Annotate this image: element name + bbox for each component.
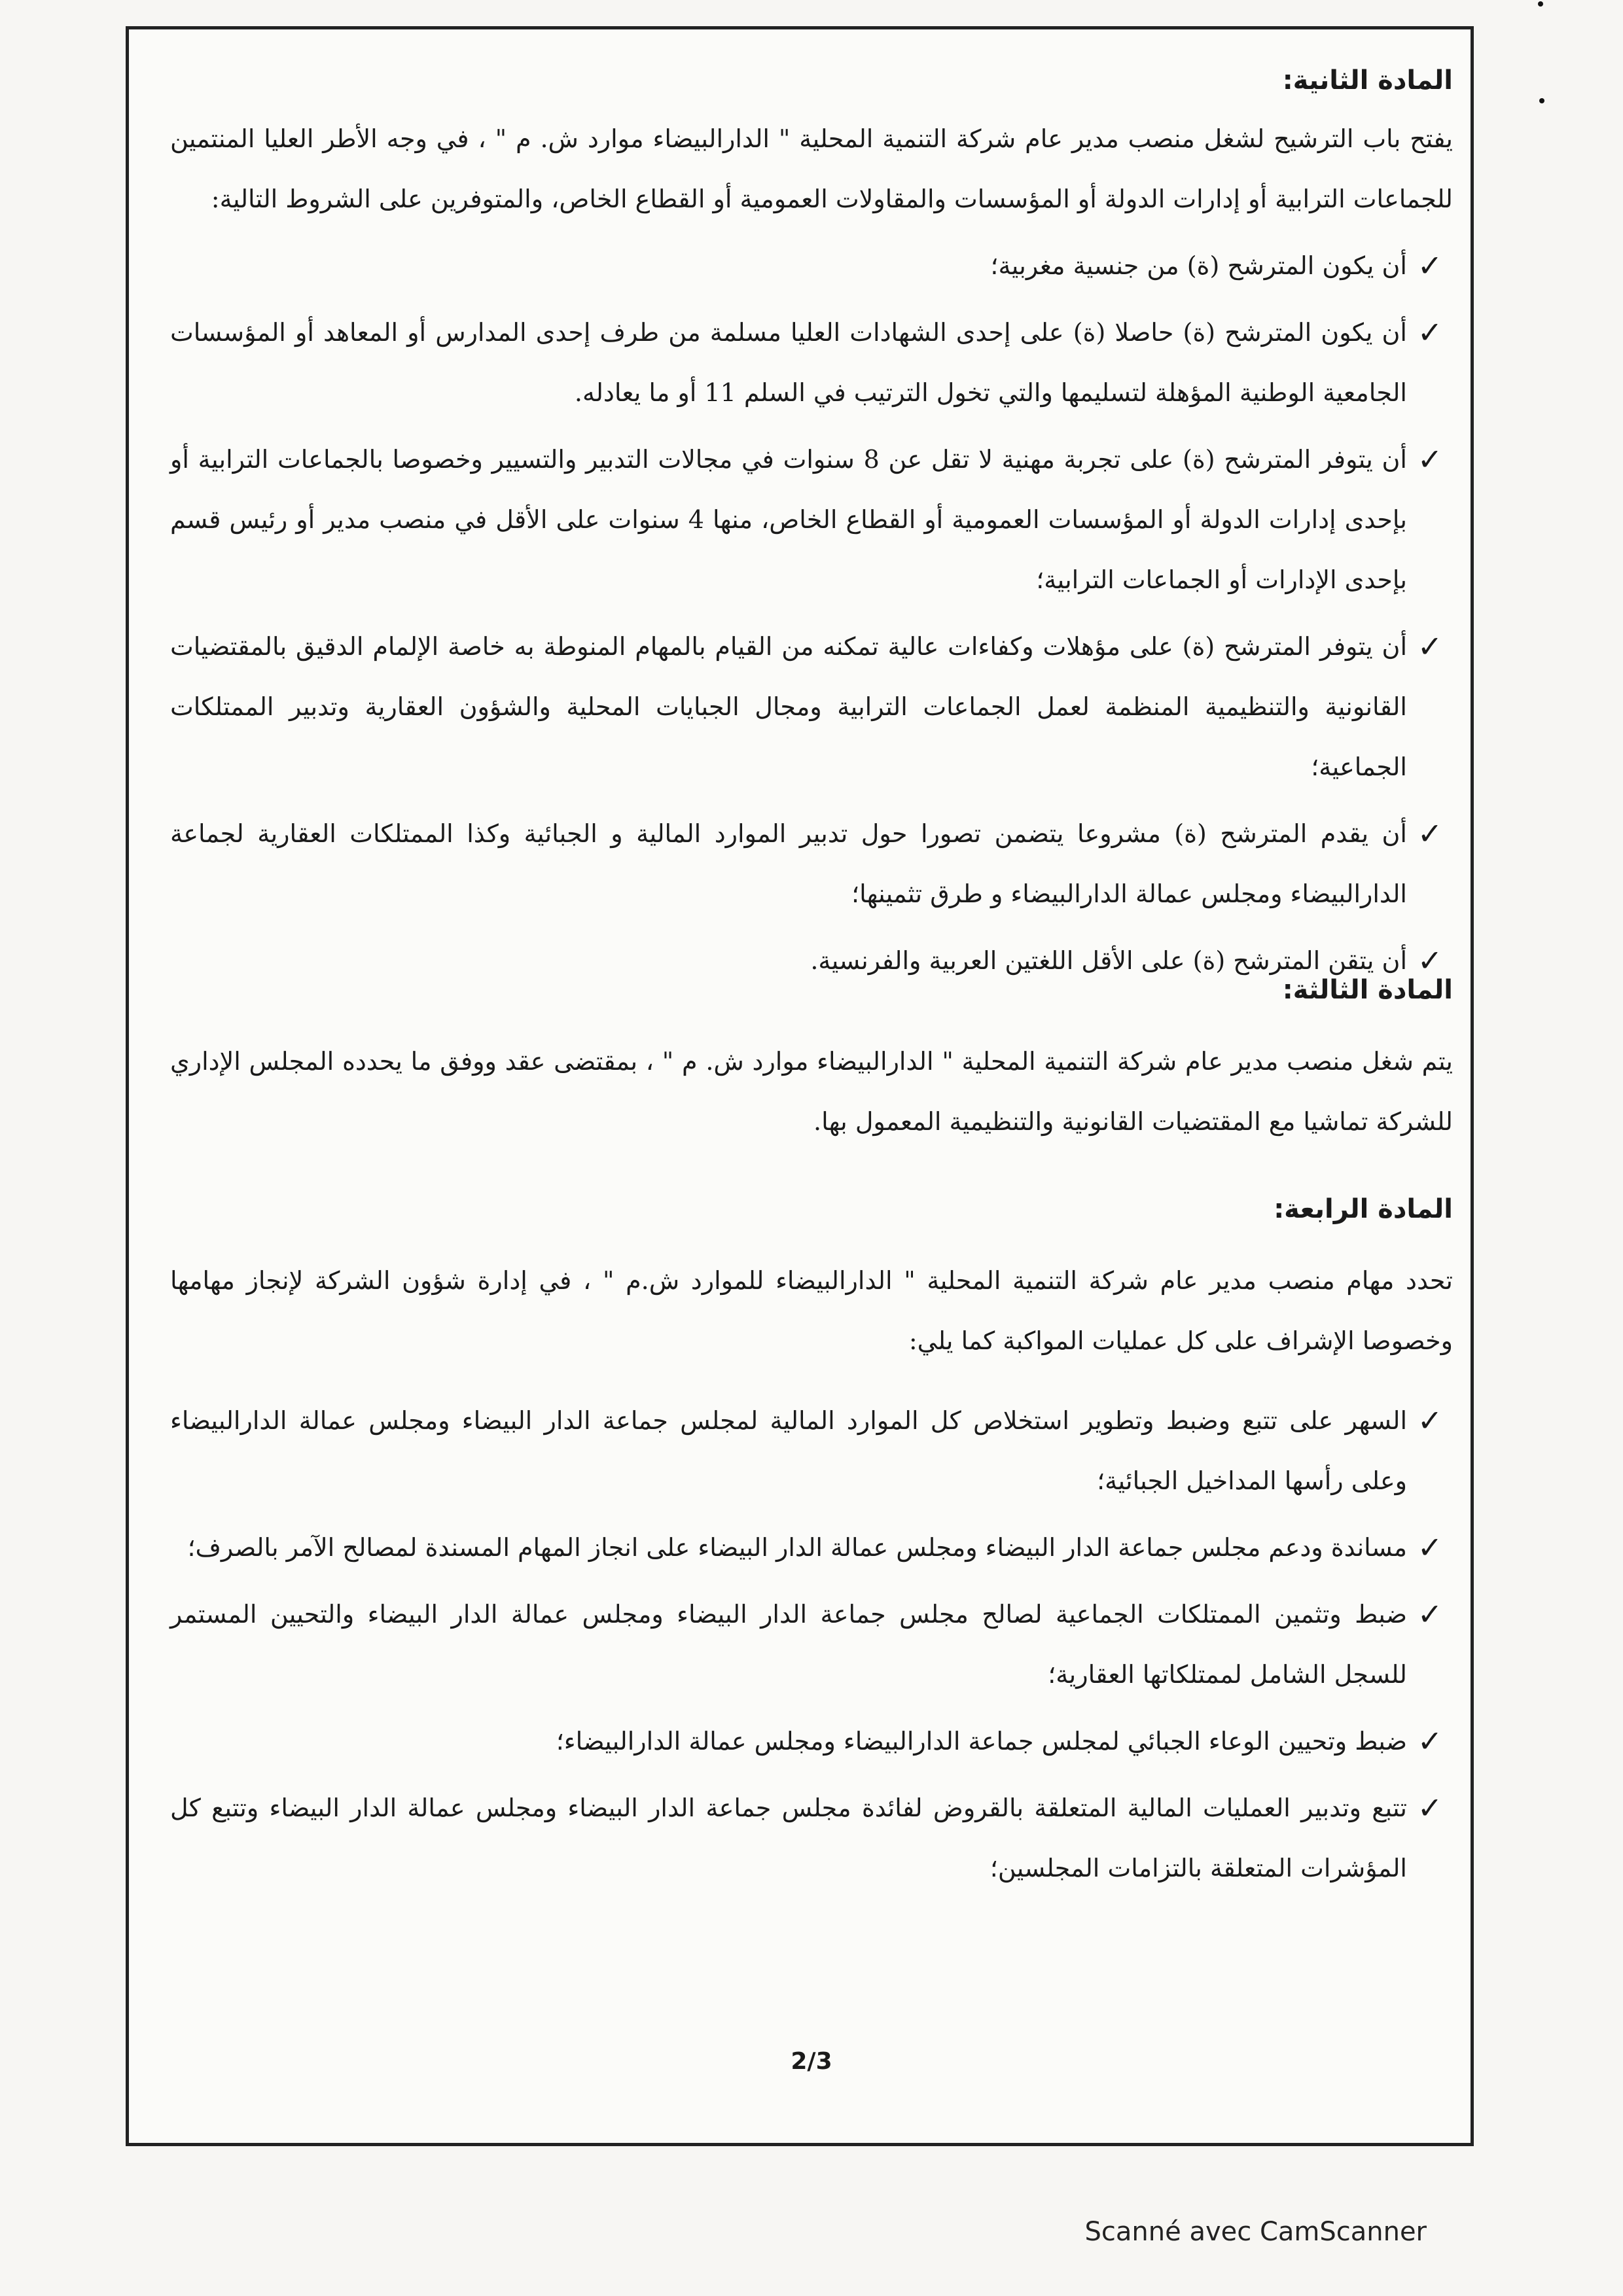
list-item xyxy=(170,1584,1453,1704)
scanner-watermark: Scanné avec CamScanner xyxy=(1084,2217,1427,2247)
list-item-text: ضبط وتحيين الوعاء الجبائي لمجلس جماعة الدارالبيضاء ومجلس عمالة الدارالبيضاء؛ xyxy=(556,1727,1407,1756)
list-item xyxy=(170,616,1453,797)
article-4-tasks xyxy=(170,1390,1453,1898)
check-icon: ✓ xyxy=(1417,816,1443,851)
scan-speck xyxy=(1539,98,1544,103)
list-item xyxy=(170,804,1453,924)
list-item-text: ضبط وتثمين الممتلكات الجماعية لصالح مجلس جماعة الدار البيضاء ومجلس عمالة الدار البيضاء والتحيين المستمر للسجل الشامل لممتلكاتها العقارية؛ xyxy=(170,1600,1407,1689)
list-item xyxy=(170,1390,1453,1511)
article-4-intro: تحدد مهام منصب مدير عام شركة التنمية المحلية " الدارالبيضاء للموارد ش.م " ، في إدارة شؤون الشركة لإنجاز مهامها وخصوصا الإشراف على كل عمليات المواكبة كما يلي: xyxy=(170,1266,1453,1355)
list-item xyxy=(170,1711,1453,1771)
list-item-text: أن يتوفر المترشح (ة) على تجربة مهنية لا تقل عن 8 سنوات في مجالات التدبير والتسيير وخصوصا بالجماعات الترابية أو بإحدى إدارات الدولة أو المؤسسات العمومية أو القطاع الخاص، منها 4 سنوات على الأقل في منصب مدير أو رئيس قسم بإحدى الإدارات أو الجماعات الترابية؛ xyxy=(170,445,1408,594)
list-item-text: تتبع وتدبير العمليات المالية المتعلقة بالقروض لفائدة مجلس جماعة الدار البيضاء ومجلس عمالة الدار البيضاء وتتبع كل المؤشرات المتعلقة بالتزامات المجلسين؛ xyxy=(170,1793,1407,1882)
article-3-heading: المادة الثالثة: xyxy=(1282,975,1453,1005)
list-item xyxy=(170,1778,1453,1898)
check-icon: ✓ xyxy=(1417,1530,1443,1565)
check-icon: ✓ xyxy=(1417,943,1443,978)
list-item-text: أن يقدم المترشح (ة) مشروعا يتضمن تصورا حول تدبير الموارد المالية و الجبائية وكذا الممتلكات العقارية لجماعة الدارالبيضاء ومجلس عمالة الدارالبيضاء و طرق تثمينها؛ xyxy=(170,819,1407,908)
article-2-heading: المادة الثانية: xyxy=(1282,65,1453,96)
check-icon: ✓ xyxy=(1417,248,1443,283)
check-icon: ✓ xyxy=(1417,1597,1443,1632)
article-4-heading: المادة الرابعة: xyxy=(1274,1194,1453,1224)
article-3 xyxy=(170,975,1453,1152)
list-item xyxy=(170,302,1453,423)
list-item-text: أن يتقن المترشح (ة) على الأقل اللغتين العربية والفرنسية. xyxy=(810,946,1407,975)
check-icon: ✓ xyxy=(1417,442,1443,477)
list-item-text: السهر على تتبع وضبط وتطوير استخلاص كل الموارد المالية لمجلس جماعة الدار البيضاء ومجلس عمالة الدارالبيضاء وعلى رأسها المداخيل الجبائية؛ xyxy=(170,1406,1407,1495)
scan-speck xyxy=(1538,1,1543,7)
article-2-intro: يفتح باب الترشيح لشغل منصب مدير عام شركة التنمية المحلية " الدارالبيضاء موارد ش. م " ، في وجه الأطر العليا المنتمين للجماعات الترابية أو إدارات الدولة أو المؤسسات والمقاولات العمومية أو القطاع الخاص، والمتوفرين على الشروط التالية: xyxy=(170,124,1453,213)
check-icon: ✓ xyxy=(1417,1403,1443,1438)
list-item-text: مساندة ودعم مجلس جماعة الدار البيضاء ومجلس عمالة الدار البيضاء على انجاز المهام المسندة لمصالح الآمر بالصرف؛ xyxy=(187,1533,1407,1562)
article-4 xyxy=(170,1194,1453,1898)
article-2 xyxy=(170,65,1453,991)
list-item-text: أن يكون المترشح (ة) من جنسية مغربية؛ xyxy=(990,251,1407,280)
list-item xyxy=(170,1517,1453,1578)
check-icon: ✓ xyxy=(1417,1723,1443,1759)
list-item xyxy=(170,429,1453,610)
check-icon: ✓ xyxy=(1417,1790,1443,1826)
list-item-text: أن يكون المترشح (ة) حاصلا (ة) على إحدى الشهادات العليا مسلمة من طرف إحدى المدارس أو المعاهد أو المؤسسات الجامعية الوطنية المؤهلة لتسليمها والتي تخول الترتيب في السلم 11 أو ما يعادله. xyxy=(170,318,1407,407)
check-icon: ✓ xyxy=(1417,315,1443,350)
check-icon: ✓ xyxy=(1417,629,1443,664)
article-3-text: يتم شغل منصب مدير عام شركة التنمية المحلية " الدارالبيضاء موارد ش. م " ، بمقتضى عقد ووفق ما يحدده المجلس الإداري للشركة تماشيا مع المقتضيات القانونية والتنظيمية المعمول بها. xyxy=(170,1047,1453,1136)
list-item-text: أن يتوفر المترشح (ة) على مؤهلات وكفاءات عالية تمكنه من القيام بالمهام المنوطة به خاصة الإلمام الدقيق بالمقتضيات القانونية والتنظيمية المنظمة لعمل الجماعات الترابية ومجال الجبايات المحلية والشؤون العقارية وتدبير الممتلكات الجماعية؛ xyxy=(170,632,1407,781)
list-item xyxy=(170,236,1453,296)
page-number: 2/3 xyxy=(791,2048,832,2075)
article-2-conditions xyxy=(170,236,1453,991)
